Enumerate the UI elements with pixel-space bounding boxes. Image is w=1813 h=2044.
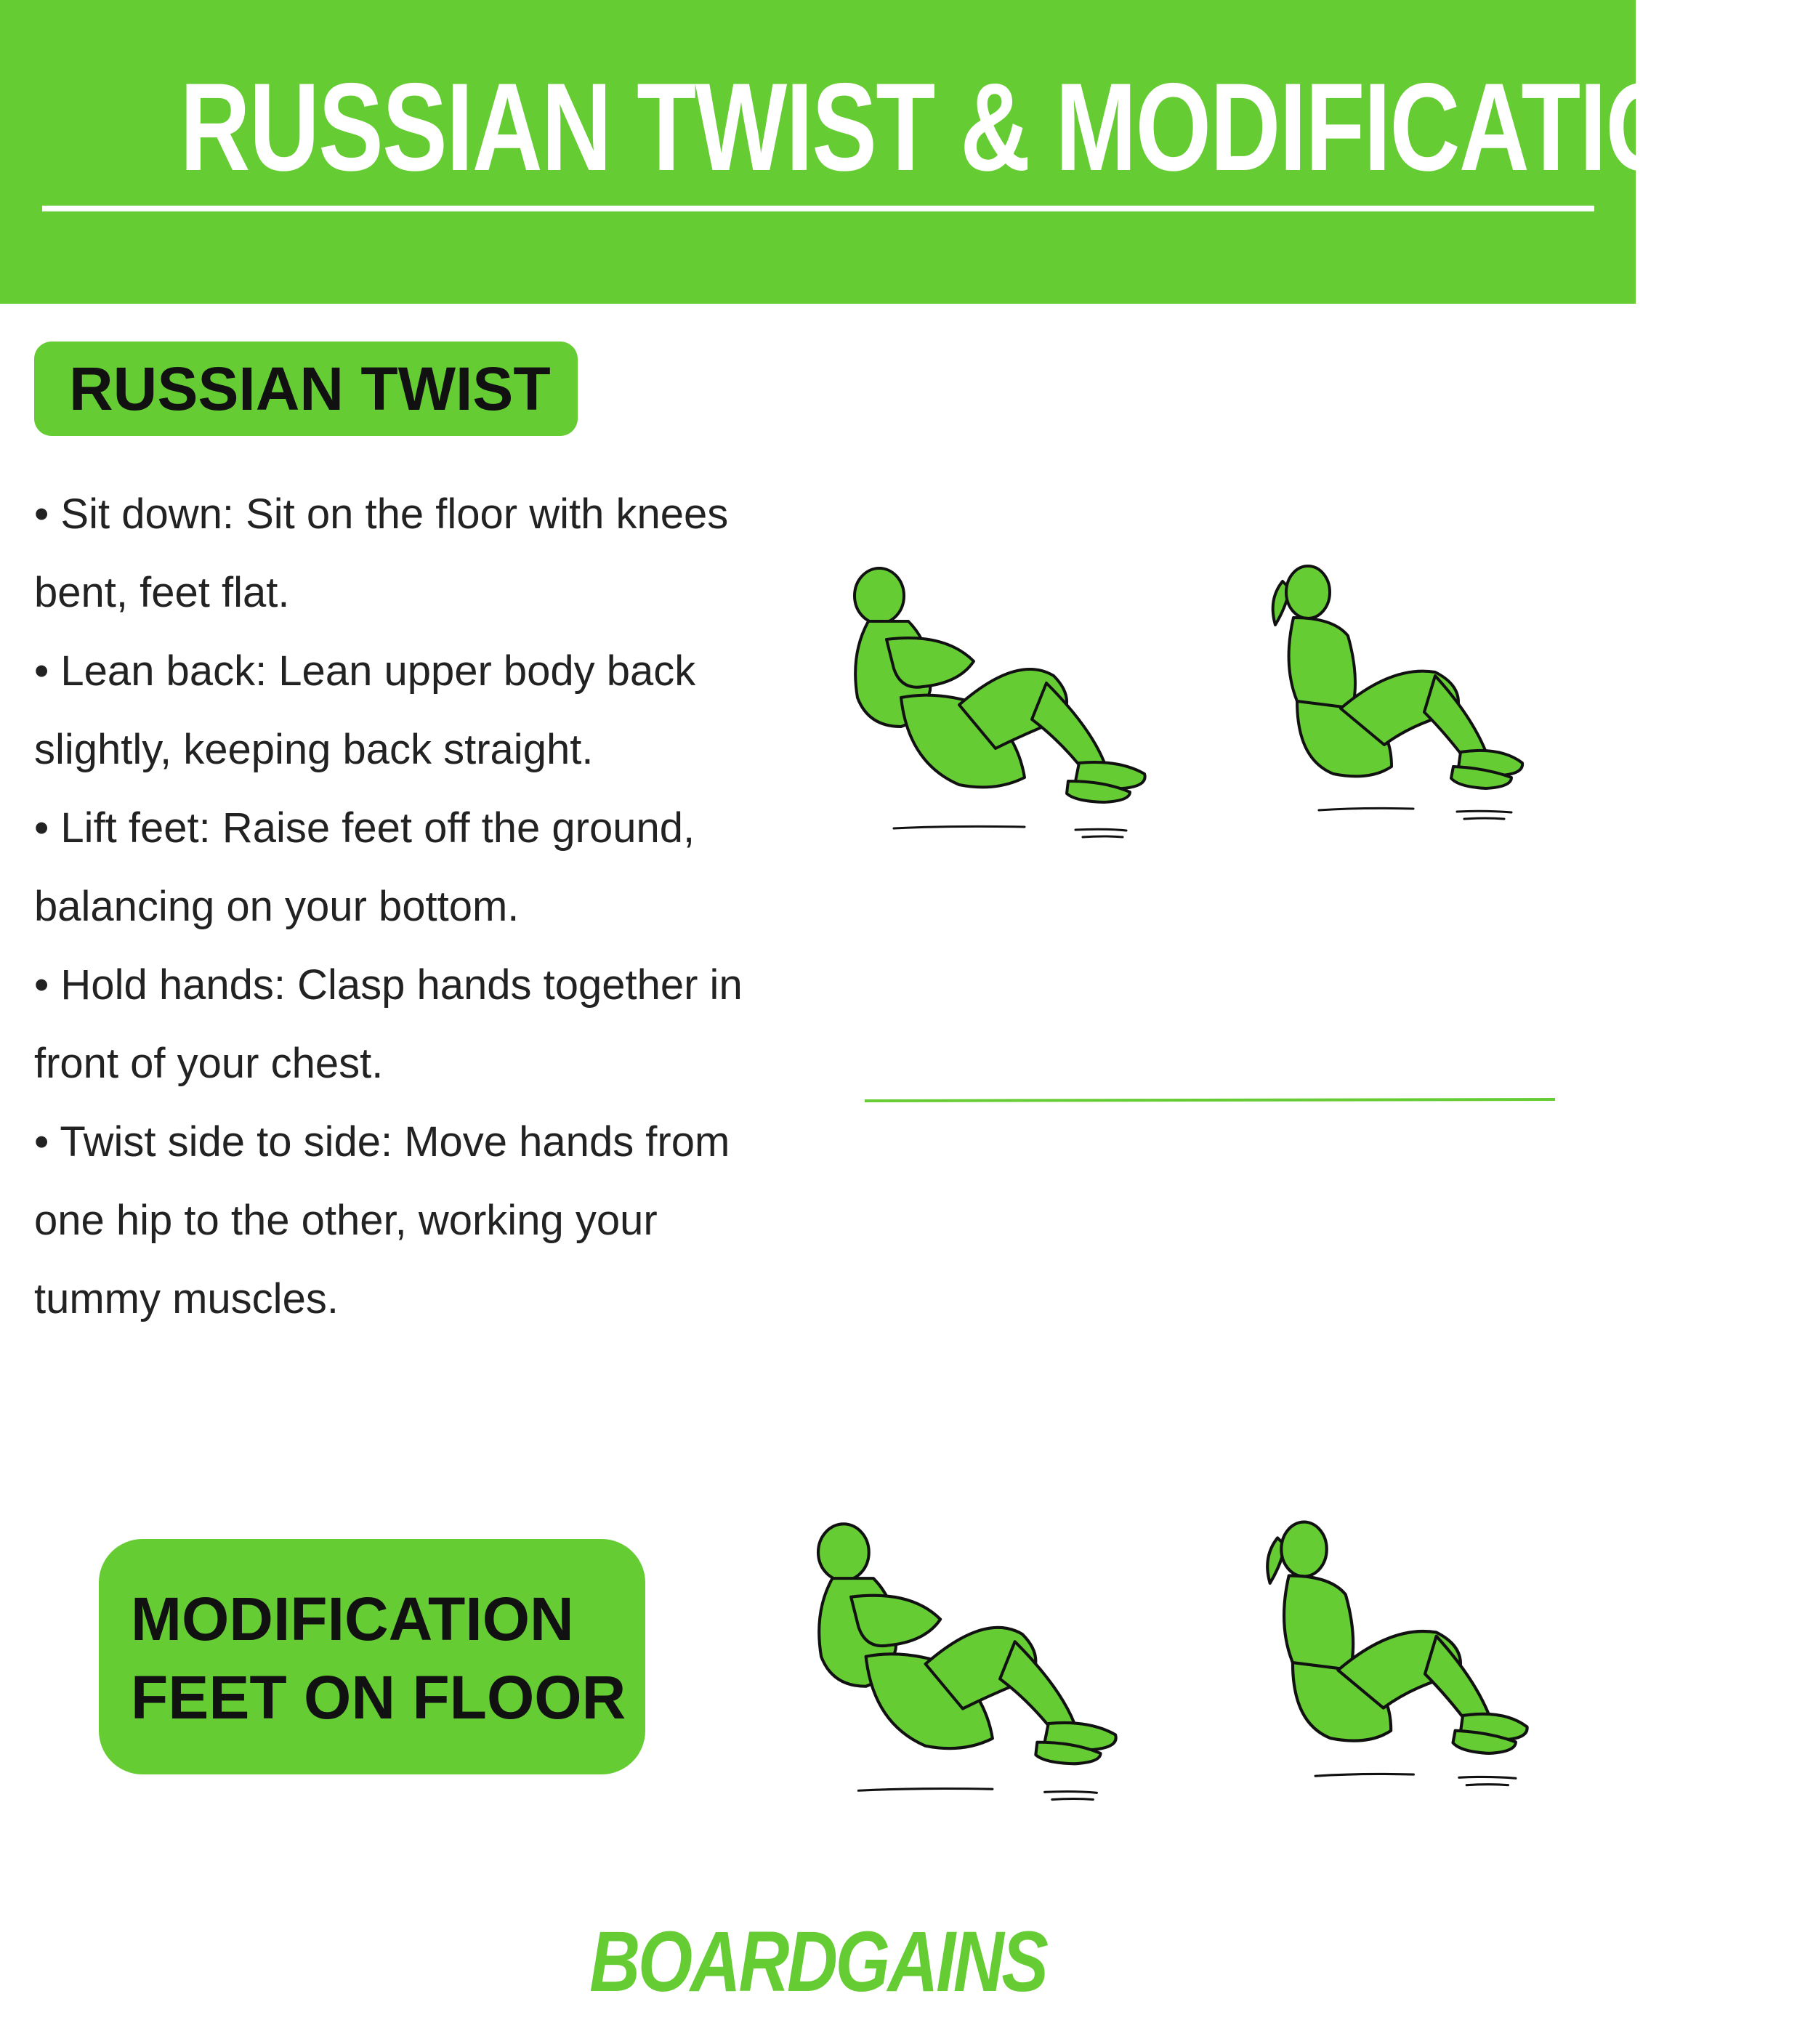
page-title: RUSSIAN TWIST & MODIFICATIONS [179,57,1813,197]
section-label-russian-twist [34,342,578,436]
header-divider [42,206,1594,211]
instruction-list [34,475,804,1338]
instruction-line: slightly, keeping back straight. [34,726,594,773]
instruction-line: bent, feet flat. [34,569,290,616]
instruction-line: • Hold hands: Clasp hands together in [34,961,743,1009]
seated-upright-figure-icon [1253,556,1559,825]
section-label-text: RUSSIAN TWIST [69,355,551,423]
instruction-line: balancing on your bottom. [34,883,520,930]
modified-twist-figure-icon [788,1515,1144,1813]
instruction-line: • Lean back: Lean upper body back [34,647,696,695]
section-label-line2: FEET ON FLOOR [131,1663,626,1732]
instruction-line: • Lift feet: Raise feet off the ground, [34,804,695,852]
section-label-modification [99,1539,645,1774]
seated-twist-figure-icon [828,560,1170,850]
instruction-line: tummy muscles. [34,1275,339,1322]
boardgains-logo: BOARDGAINS [589,1914,1046,2010]
instruction-line: • Twist side to side: Move hands from [34,1118,730,1166]
instruction-line: one hip to the other, working your [34,1197,658,1244]
instruction-line: • Sit down: Sit on the floor with knees [34,490,729,538]
header-banner [0,0,1813,304]
section-label-line1: MODIFICATION [131,1585,574,1653]
section-divider [865,1098,1555,1102]
instruction-line: front of your chest. [34,1040,384,1087]
modified-upright-figure-icon [1246,1511,1566,1791]
